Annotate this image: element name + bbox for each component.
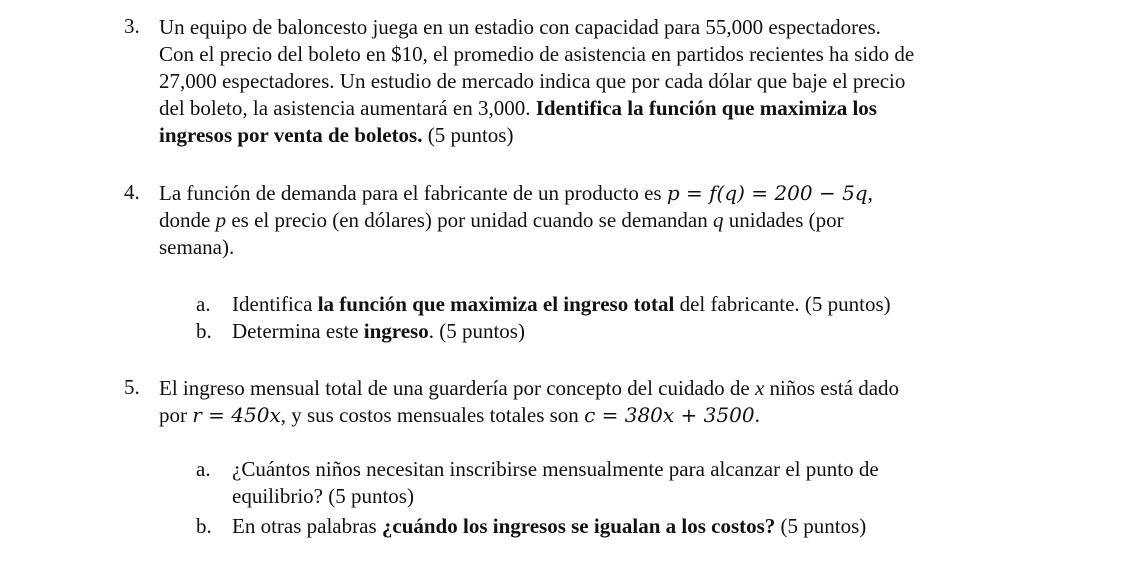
revenue-formula: r = 450x [192,403,281,427]
text-plain: , [867,181,873,205]
text-plain: La función de demanda para el fabricante de un producto es [159,181,667,205]
subitem-text [232,291,1076,318]
problem-number: 5. [124,375,140,399]
problem-text [159,375,1044,429]
text-line [159,122,1044,149]
problem-text [159,14,1044,149]
text-bold: ¿cuándo los ingresos se igualan a los costos? [381,514,776,538]
subitem-5a [196,456,1076,510]
text-plain: El ingreso mensual total de una guardería por concepto del cuidado de [159,376,755,400]
subitem-letter: b. [196,319,212,343]
subitem-letter: a. [196,292,211,316]
text-line: Con el precio del boleto en $10, el promedio de asistencia en partidos recientes ha sido de [159,42,915,66]
text-plain: Determina este [232,319,364,343]
text-line: semana). [159,235,235,259]
text-plain: por [159,403,193,427]
text-line: Un equipo de baloncesto juega en un estadio con capacidad para 55,000 espectadores. [159,15,881,39]
problem-5 [124,375,1044,429]
subitem-5b [196,513,1076,540]
text-plain: , y sus costos mensuales totales son [280,403,585,427]
text-plain: unidades (por [723,208,844,232]
text-bold: ingreso [363,319,429,343]
text-bold: Identifica la función que maximiza los [535,96,877,120]
text-plain: (5 puntos) [775,514,867,538]
problem-number: 4. [124,180,140,204]
subitem-4b [196,318,1076,345]
text-plain: donde [159,208,216,232]
math-variable: q [712,208,724,232]
text-line: 27,000 espectadores. Un estudio de mercado indica que por cada dólar que baje el precio [159,69,906,93]
text-line [159,180,1044,207]
text-line [159,375,1044,402]
text-plain: del boleto, la asistencia aumentará en 3,000. [159,96,536,120]
math-variable: p [215,208,227,232]
text-line: equilibrio? (5 puntos) [232,484,414,508]
subitem-4a [196,291,1076,318]
subitem-text [232,318,1076,345]
problem-text [159,180,1044,261]
text-bold: ingresos por venta de boletos. [159,123,423,147]
subitem-text [232,513,1076,540]
text-plain: niños está dado [764,376,900,400]
text-line [159,207,1044,234]
text-bold: la función que maximiza el ingreso total [317,292,675,316]
subitem-text [232,456,1076,510]
text-line [159,402,1044,429]
text-line: ¿Cuántos niños necesitan inscribirse mensualmente para alcanzar el punto de [232,457,879,481]
text-plain: . (5 puntos) [428,319,525,343]
problem-4 [124,180,1044,261]
text-plain: del fabricante. (5 puntos) [674,292,891,316]
problem-3 [124,14,1044,149]
text-plain: En otras palabras [232,514,382,538]
math-variable: x [754,376,765,400]
demand-function-formula: p = f(q) = 200 − 5q [666,181,868,205]
subitem-letter: b. [196,514,212,538]
text-plain: es el precio (en dólares) por unidad cuando se demandan [226,208,713,232]
text-plain: (5 puntos) [422,123,514,147]
problem-number: 3. [124,14,140,38]
text-plain: Identifica [232,292,318,316]
subitem-letter: a. [196,457,211,481]
text-line [159,95,1044,122]
text-plain: . [754,403,760,427]
cost-formula: c = 380x + 3500 [584,403,755,427]
